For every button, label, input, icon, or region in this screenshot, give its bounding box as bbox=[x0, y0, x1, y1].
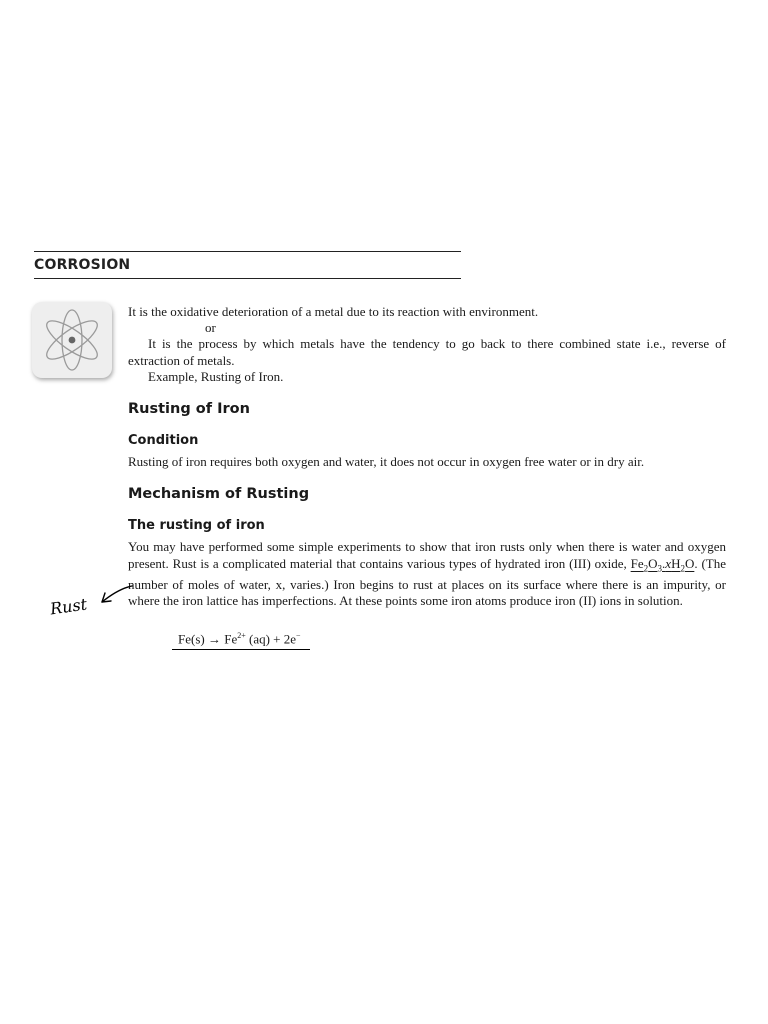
header-rule-bottom bbox=[34, 278, 461, 279]
definition-or: or bbox=[205, 320, 216, 335]
rusting-heading: Rusting of Iron bbox=[128, 401, 250, 417]
definition-line-1: It is the oxidative deterioration of a metal due to its reaction with environment. bbox=[128, 304, 539, 319]
mechanism-paragraph bbox=[128, 539, 726, 610]
mechanism-heading: Mechanism of Rusting bbox=[128, 486, 310, 502]
mechanism-paragraph-end: . (The number of moles of water, x, varies.) Iron begins to rust at places on its surface where there is an impurity, or where the iron lattice has imperfections. At these points some iron atoms produce iron (II) ions in solution. bbox=[128, 555, 726, 609]
header-rule-top bbox=[34, 251, 461, 252]
mechanism-paragraph-start: You may have performed some simple experiments to show that iron rusts only when there is water and oxygen present. Rust is a complicated material that contains various types of hydrated iron (III) oxide, bbox=[128, 539, 726, 571]
definition-line-2: It is the process by which metals have the tendency to go back to there combined state i.e., reverse of extraction of metals. bbox=[128, 336, 726, 368]
iron-oxidation-equation: $Fe(s) \to Fe^{2+}$ (aq) + 2e− bbox=[178, 631, 301, 647]
condition-heading: Condition bbox=[128, 433, 199, 448]
atom-icon-box bbox=[32, 302, 112, 378]
rust-formula: $Fe_2O_3.xH_2O$ bbox=[630, 555, 695, 574]
rusting-subheading: The rusting of iron bbox=[128, 518, 265, 533]
handwritten-arrow-icon bbox=[96, 580, 136, 610]
condition-text: Rusting of iron requires both oxygen and water, it does not occur in oxygen free water or in dry air. bbox=[128, 454, 645, 469]
handwritten-rust-label: Rust bbox=[48, 594, 89, 619]
definition-example: Example, Rusting of Iron. bbox=[148, 369, 284, 384]
section-title: CORROSION bbox=[34, 257, 131, 273]
atom-icon bbox=[32, 302, 112, 378]
equation-underline bbox=[172, 649, 310, 650]
